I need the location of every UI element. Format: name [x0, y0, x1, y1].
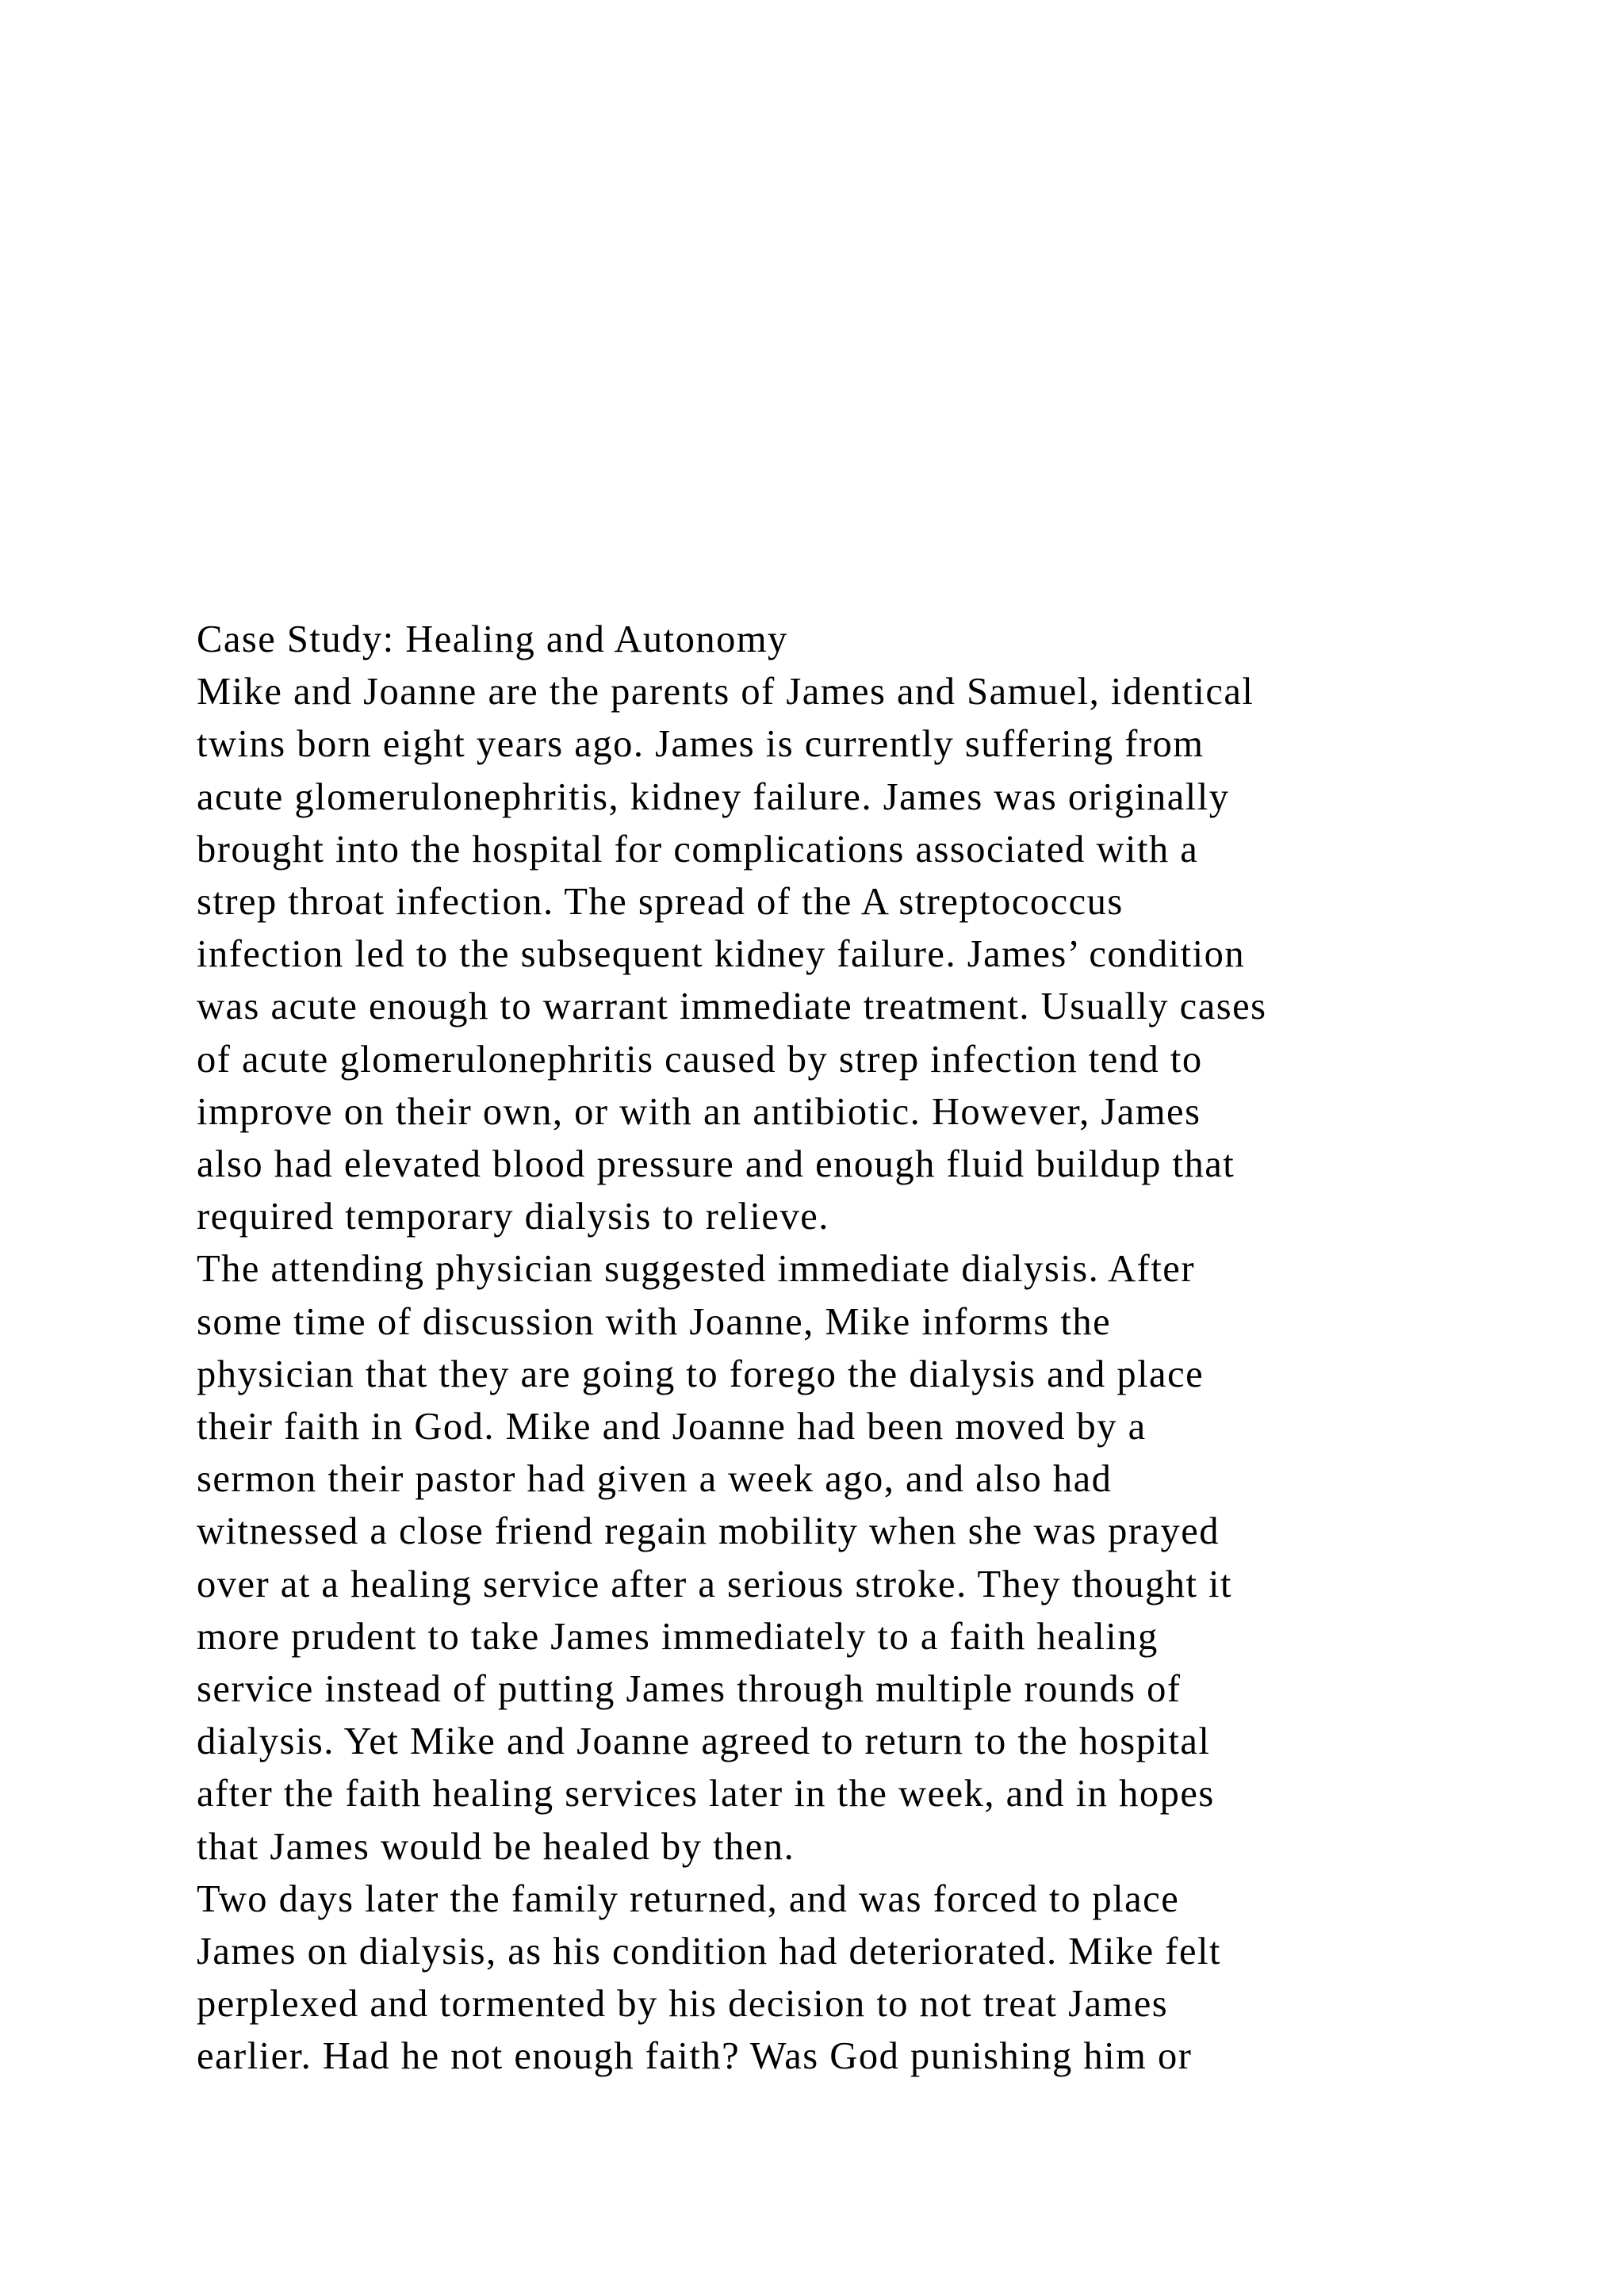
- text-line: dialysis. Yet Mike and Joanne agreed to return to the hospital: [197, 1720, 1211, 1763]
- text-line: infection led to the subsequent kidney failure. James’ condition: [197, 933, 1246, 976]
- text-line: physician that they are going to forego the dialysis and place: [197, 1353, 1205, 1395]
- text-line: some time of discussion with Joanne, Mike informs the: [197, 1300, 1112, 1343]
- text-line: their faith in God. Mike and Joanne had been moved by a: [197, 1406, 1147, 1448]
- text-line: improve on their own, or with an antibiotic. However, James: [197, 1090, 1201, 1133]
- text-line: was acute enough to warrant immediate treatment. Usually cases: [197, 985, 1267, 1028]
- text-line: twins born eight years ago. James is currently suffering from: [197, 723, 1205, 766]
- text-line: acute glomerulonephritis, kidney failure. James was originally: [197, 775, 1230, 818]
- text-line: over at a healing service after a serious stroke. They thought it: [197, 1563, 1232, 1605]
- text-line: after the faith healing services later in the week, and in hopes: [197, 1773, 1215, 1816]
- text-line: Mike and Joanne are the parents of James and Samuel, identical: [197, 671, 1254, 714]
- text-line: of acute glomerulonephritis caused by strep infection tend to: [197, 1038, 1203, 1081]
- document-title: Case Study: Healing and Autonomy: [197, 618, 788, 660]
- text-line: strep throat infection. The spread of the A streptococcus: [197, 881, 1124, 924]
- text-line: The attending physician suggested immediate dialysis. After: [197, 1248, 1195, 1291]
- text-line: brought into the hospital for complications associated with a: [197, 828, 1199, 871]
- text-line: that James would be healed by then.: [197, 1825, 795, 1868]
- text-line: earlier. Had he not enough faith? Was God punishing him or: [197, 2035, 1193, 2078]
- text-line: also had elevated blood pressure and enough fluid buildup that: [197, 1143, 1235, 1186]
- text-line: sermon their pastor had given a week ago, and also had: [197, 1458, 1113, 1501]
- text-line: service instead of putting James through multiple rounds of: [197, 1668, 1182, 1711]
- text-line: witnessed a close friend regain mobility when she was prayed: [197, 1510, 1220, 1553]
- text-line: James on dialysis, as his condition had deteriorated. Mike felt: [197, 1931, 1221, 1973]
- case-study-text: [197, 614, 1592, 2084]
- text-line: more prudent to take James immediately to a faith healing: [197, 1615, 1159, 1658]
- text-line: required temporary dialysis to relieve.: [197, 1196, 829, 1238]
- text-line: perplexed and tormented by his decision to not treat James: [197, 1983, 1169, 2026]
- text-line: Two days later the family returned, and was forced to place: [197, 1877, 1180, 1920]
